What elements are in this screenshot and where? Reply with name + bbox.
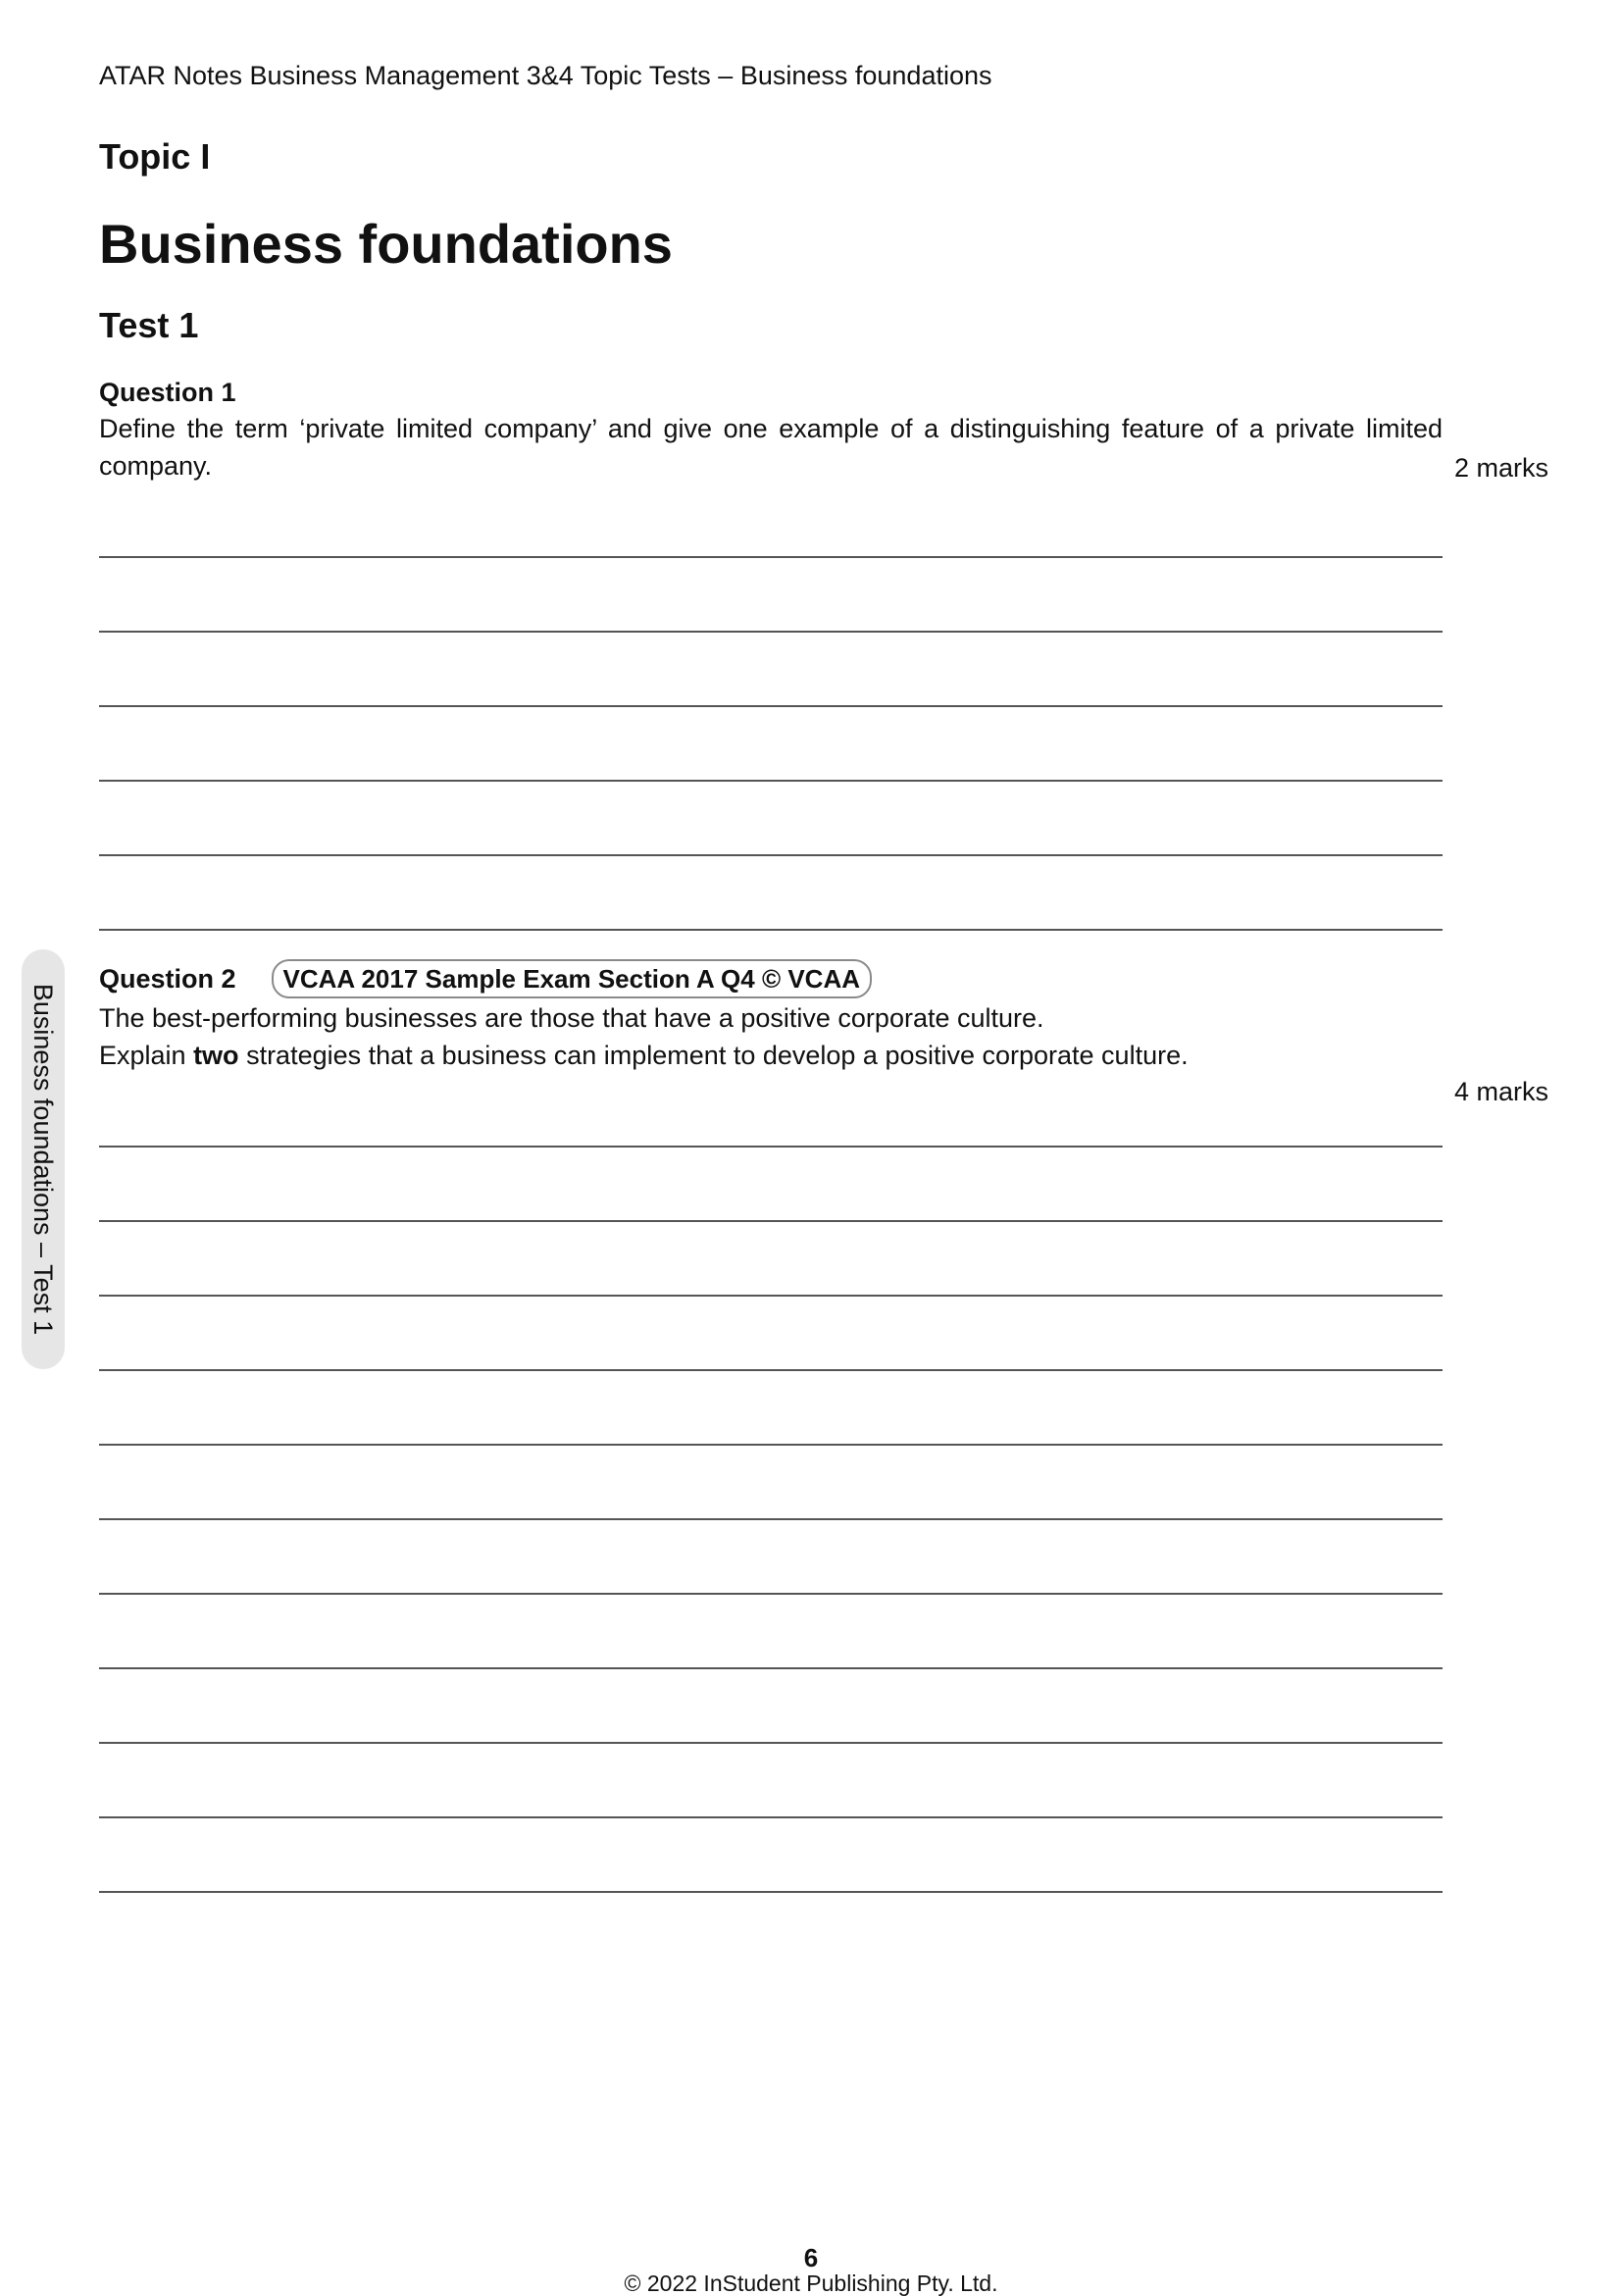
question-2-text-line-2 [99,1037,1443,1074]
question-1-answer-area[interactable] [99,484,1443,931]
topic-label: Topic I [99,136,211,177]
answer-line[interactable] [99,1073,1443,1148]
question-2-heading: Question 2 [99,964,236,994]
answer-line[interactable] [99,1818,1443,1893]
answer-line[interactable] [99,484,1443,558]
answer-line[interactable] [99,1744,1443,1818]
answer-line[interactable] [99,1371,1443,1446]
question-2-heading-row [99,959,1443,998]
question-2-answer-area[interactable] [99,1073,1443,1893]
answer-line[interactable] [99,1520,1443,1595]
source-badge: VCAA 2017 Sample Exam Section A Q4 © VCAA [272,959,872,998]
question-2-marks: 4 marks [1454,1077,1549,1106]
running-header: ATAR Notes Business Management 3&4 Topic Tests – Business foundations [99,61,992,90]
copyright: © 2022 InStudent Publishing Pty. Ltd. [624,2270,998,2296]
question-1-text: Define the term ‘private limited company’ and give one example of a distinguishing feature of a private limited company. [99,414,1443,481]
question-1 [99,375,1443,485]
answer-line[interactable] [99,1148,1443,1222]
question-2-text-emphasis: two [193,1041,239,1070]
answer-line[interactable] [99,1446,1443,1520]
question-2-text-line-1: The best-performing businesses are those that have a positive corporate culture. [99,1003,1044,1033]
question-2 [99,959,1443,1074]
question-1-heading: Question 1 [99,378,236,407]
answer-line[interactable] [99,707,1443,782]
side-tab-label: Business foundations – Test 1 [28,983,58,1336]
topic-title: Business foundations [99,213,673,275]
answer-line[interactable] [99,1669,1443,1744]
question-2-text-suffix: strategies that a business can implement to develop a positive corporate culture. [238,1041,1189,1070]
side-tab [22,949,65,1369]
test-title: Test 1 [99,305,199,345]
page-number: 6 [803,2243,819,2272]
answer-line[interactable] [99,558,1443,633]
answer-line[interactable] [99,1595,1443,1669]
answer-line[interactable] [99,633,1443,707]
question-2-text-prefix: Explain [99,1041,194,1070]
question-1-marks: 2 marks [1454,453,1549,483]
answer-line[interactable] [99,782,1443,856]
answer-line[interactable] [99,856,1443,931]
answer-line[interactable] [99,1222,1443,1297]
answer-line[interactable] [99,1297,1443,1371]
